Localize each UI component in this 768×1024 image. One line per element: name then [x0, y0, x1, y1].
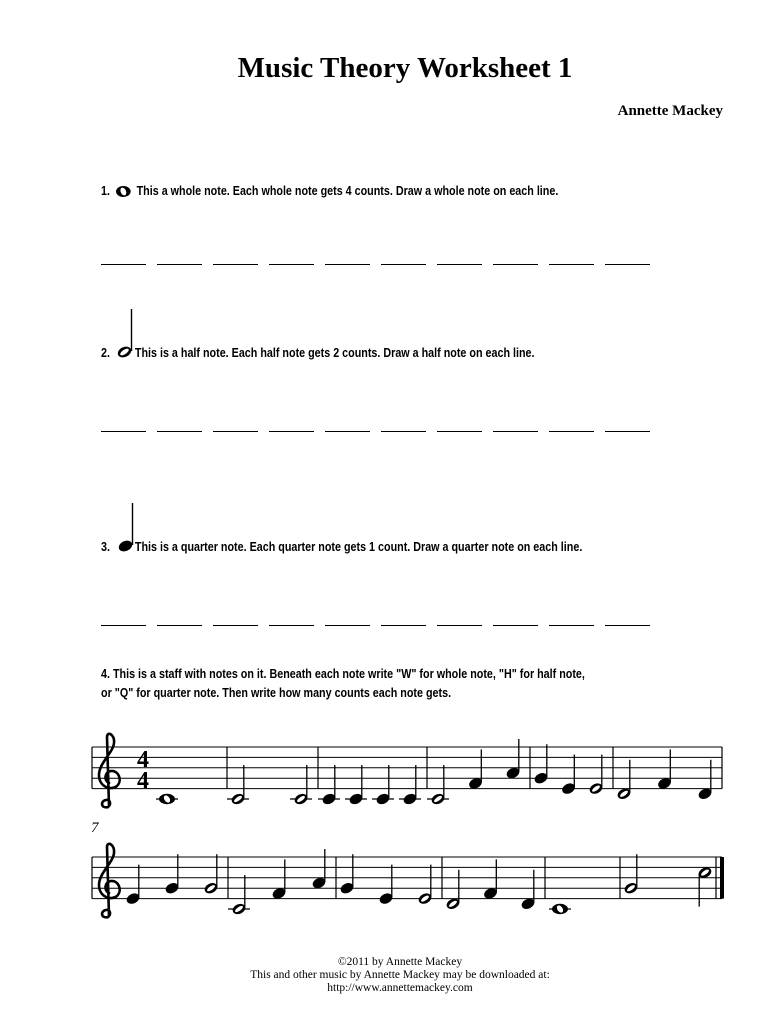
- question-2: [101, 346, 535, 360]
- answer-line[interactable]: [157, 431, 202, 432]
- treble-clef-icon: [99, 844, 120, 917]
- footer-download-text: This and other music by Annette Mackey may be downloaded at:: [250, 969, 550, 981]
- answer-line[interactable]: [213, 625, 258, 626]
- measure-number: 7: [91, 820, 99, 836]
- question-4: [101, 665, 585, 703]
- question-line-1: [101, 665, 585, 684]
- answer-line[interactable]: [101, 625, 146, 626]
- answer-line[interactable]: [157, 264, 202, 265]
- answer-line[interactable]: [269, 625, 314, 626]
- answer-line[interactable]: [101, 431, 146, 432]
- footer-url[interactable]: http://www.annettemackey.com: [327, 982, 473, 994]
- answer-line[interactable]: [325, 431, 370, 432]
- answer-line[interactable]: [269, 431, 314, 432]
- question-text-line-2: or "Q" for quarter note. Then write how many counts each note gets.: [101, 686, 452, 700]
- answer-blanks-1: [101, 264, 661, 265]
- page-title: Music Theory Worksheet 1: [237, 52, 573, 84]
- question-number: 3.: [101, 540, 110, 554]
- question-text-line-1: This is a staff with notes on it. Beneath each note write "W" for whole note, "H" for half note,: [112, 667, 585, 681]
- answer-line[interactable]: [605, 264, 650, 265]
- answer-line[interactable]: [381, 431, 426, 432]
- question-text: This a whole note. Each whole note gets 4 counts. Draw a whole note on each line.: [136, 184, 559, 198]
- answer-line[interactable]: [381, 264, 426, 265]
- answer-line[interactable]: [605, 625, 650, 626]
- footer: [0, 956, 768, 995]
- answer-line[interactable]: [493, 264, 538, 265]
- answer-line[interactable]: [101, 264, 146, 265]
- answer-line[interactable]: [213, 264, 258, 265]
- author-name: Annette Mackey: [617, 103, 723, 119]
- answer-line[interactable]: [325, 264, 370, 265]
- question-number: 4.: [101, 667, 110, 681]
- question-3: [101, 540, 582, 554]
- answer-line[interactable]: [605, 431, 650, 432]
- time-signature-bottom: 4: [137, 768, 149, 794]
- answer-line[interactable]: [213, 431, 258, 432]
- answer-line[interactable]: [437, 264, 482, 265]
- answer-line[interactable]: [493, 625, 538, 626]
- whole-note-icon: [114, 184, 133, 198]
- answer-line[interactable]: [437, 431, 482, 432]
- question-number: 1.: [101, 184, 110, 198]
- question-number: 2.: [101, 346, 110, 360]
- answer-line[interactable]: [493, 431, 538, 432]
- music-staff: [0, 700, 768, 930]
- question-1: [101, 184, 558, 198]
- answer-blanks-2: [101, 431, 661, 432]
- question-text: This is a quarter note. Each quarter note gets 1 count. Draw a quarter note on each line.: [134, 540, 583, 554]
- answer-blanks-3: [101, 625, 661, 626]
- answer-line[interactable]: [437, 625, 482, 626]
- answer-line[interactable]: [269, 264, 314, 265]
- answer-line[interactable]: [549, 625, 594, 626]
- answer-line[interactable]: [157, 625, 202, 626]
- question-text: This is a half note. Each half note gets 2 counts. Draw a half note on each line.: [134, 346, 535, 360]
- answer-line[interactable]: [325, 625, 370, 626]
- answer-line[interactable]: [549, 431, 594, 432]
- footer-copyright: ©2011 by Annette Mackey: [337, 956, 463, 968]
- answer-line[interactable]: [381, 625, 426, 626]
- treble-clef-icon: [99, 734, 120, 807]
- answer-line[interactable]: [549, 264, 594, 265]
- time-signature-top: 4: [137, 747, 149, 773]
